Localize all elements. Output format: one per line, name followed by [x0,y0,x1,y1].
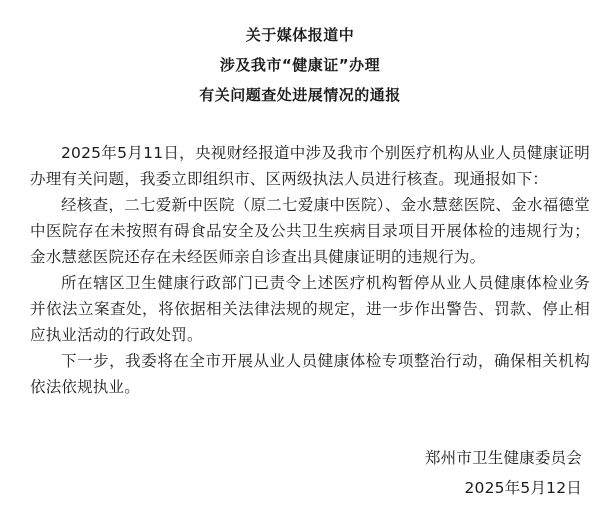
notice-signature [425,443,582,503]
paragraph-next-step: 下一步，我委将在全市开展从业人员健康体检专项整治行动，确保相关机构依法依规执业。 [30,352,590,396]
paragraph-findings: 经核查，二七爱新中医院（原二七爱康中医院）、金水慧慈医院、金水福德堂中医院存在未按照有碍食品安全及公共卫生疾病目录项目开展体检的违规行为；金水慧慈医院还存在未经医师亲自诊查出具健康证明的违规行为。 [30,196,590,266]
notice-body [30,140,590,400]
title-line-2: 涉及我市“健康证”办理 [219,56,381,74]
title-line-3: 有关问题查处进展情况的通报 [199,86,401,104]
signature-date: 2025年5月12日 [464,479,582,497]
paragraph-intro: 2025年5月11日，央视财经报道中涉及我市个别医疗机构从业人员健康证明办理有关问题，我委立即组织市、区两级执法人员进行核查。现通报如下： [30,144,590,188]
notice-title [0,20,600,110]
title-line-1: 关于媒体报道中 [245,26,355,44]
signature-issuer: 郑州市卫生健康委员会 [424,449,582,467]
paragraph-penalty: 所在辖区卫生健康行政部门已责令上述医疗机构暂停从业人员健康体检业务并依法立案查处，将依据相关法律法规的规定，进一步作出警告、罚款、停止相应执业活动的行政处罚。 [30,274,590,344]
